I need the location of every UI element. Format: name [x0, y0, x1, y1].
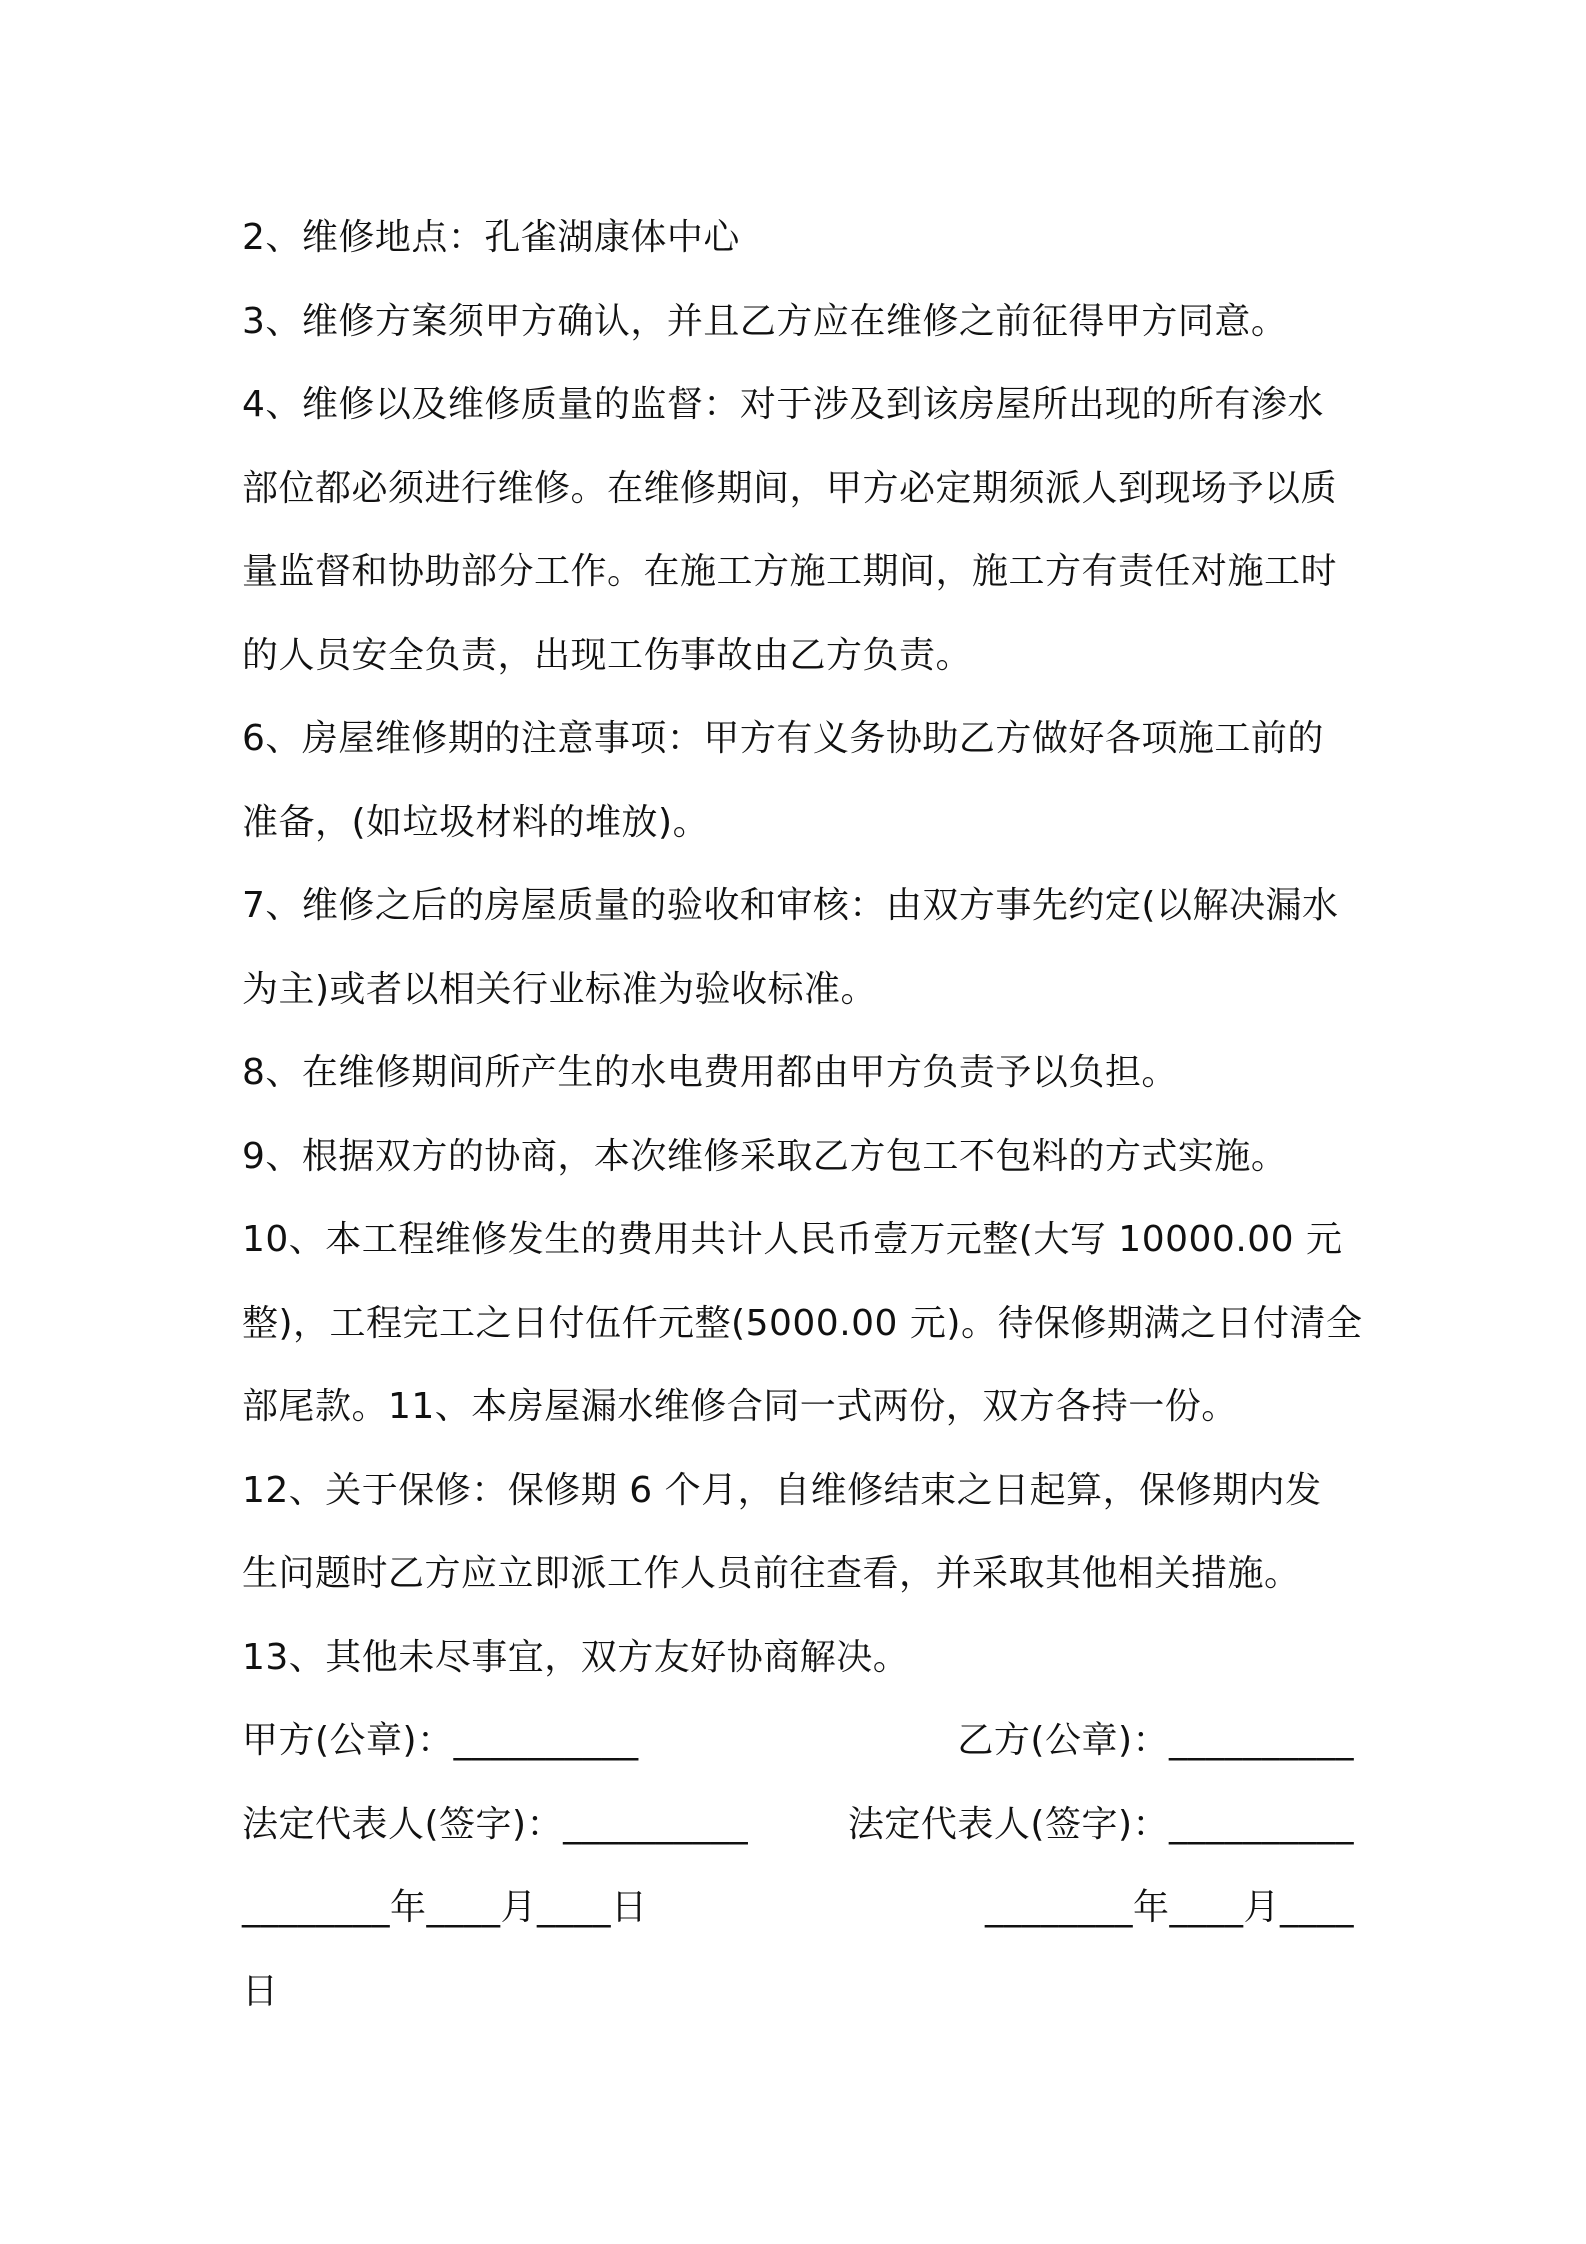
party-a-date: ________年____月____日: [242, 1887, 648, 1928]
clause-10-payment-line-2: 整)，工程完工之日付伍仟元整(5000.00 元)。待保修期满之日付清全: [242, 1302, 1363, 1344]
clause-4-supervision-line-4: 的人员安全负责，出现工伤事故由乙方负责。: [242, 634, 973, 676]
clause-6-precautions-line-1: 6、房屋维修期的注意事项：甲方有义务协助乙方做好各项施工前的: [242, 718, 1324, 759]
clause-10-11-copies-line-3: 部尾款。11、本房屋漏水维修合同一式两份，双方各持一份。: [242, 1386, 1238, 1427]
clause-4-supervision-line-1: 4、维修以及维修质量的监督：对于涉及到该房屋所出现的所有渗水: [242, 384, 1324, 425]
clause-9-implementation: 9、根据双方的协商，本次维修采取乙方包工不包料的方式实施。: [242, 1135, 1288, 1177]
signature-date-row: [242, 1866, 1354, 1950]
clause-13-other-matters: 13、其他未尽事宜，双方友好协商解决。: [242, 1636, 910, 1678]
clause-8-utility-costs: 8、在维修期间所产生的水电费用都由甲方负责予以负担。: [242, 1052, 1178, 1093]
clause-12-warranty-line-1: 12、关于保修：保修期 6 个月，自维修结束之日起算，保修期内发: [242, 1469, 1322, 1511]
clause-4-supervision-line-2: 部位都必须进行维修。在维修期间，甲方必定期须派人到现场予以质: [242, 467, 1338, 509]
party-b-date: ________年____月____: [985, 1887, 1354, 1928]
clause-7-acceptance-line-1: 7、维修之后的房屋质量的验收和审核：由双方事先约定(以解决漏水: [242, 885, 1339, 926]
clause-2-location: 2、维修地点：孔雀湖康体中心: [242, 217, 740, 258]
clause-3-plan-confirmation: 3、维修方案须甲方确认，并且乙方应在维修之前征得甲方同意。: [242, 300, 1288, 342]
party-a-seal: 甲方(公章)：__________: [242, 1720, 639, 1761]
party-a-representative: 法定代表人(签字)：__________: [242, 1803, 749, 1845]
party-b-seal: 乙方(公章)：__________: [957, 1720, 1354, 1761]
clause-10-payment-line-1: 10、本工程维修发生的费用共计人民币壹万元整(大写 10000.00 元: [242, 1219, 1343, 1260]
party-b-date-day: 日: [242, 1970, 279, 2012]
clause-12-warranty-line-2: 生问题时乙方应立即派工作人员前往查看，并采取其他相关措施。: [242, 1553, 1301, 1594]
party-b-representative: 法定代表人(签字)：__________: [847, 1803, 1354, 1845]
clause-4-supervision-line-3: 量监督和协助部分工作。在施工方施工期间，施工方有责任对施工时: [242, 551, 1338, 592]
clause-6-precautions-line-2: 准备，(如垃圾材料的堆放)。: [242, 801, 710, 843]
signature-representative-row: [242, 1783, 1354, 1867]
contract-body: [242, 196, 1363, 2033]
clause-7-acceptance-line-2: 为主)或者以相关行业标准为验收标准。: [242, 968, 878, 1010]
signature-seal-row: [242, 1699, 1354, 1783]
